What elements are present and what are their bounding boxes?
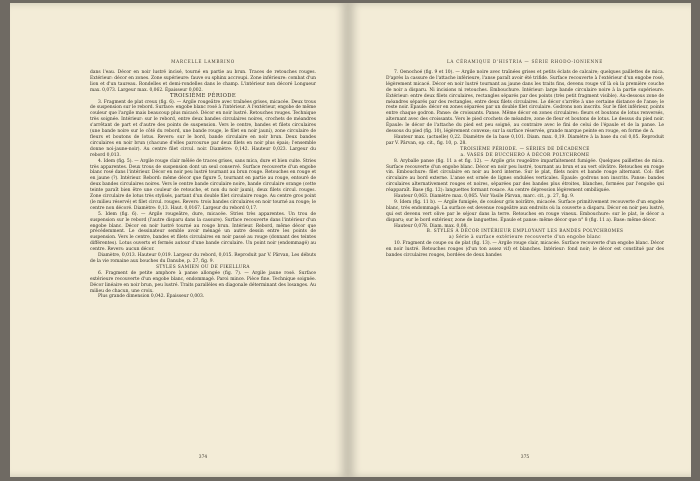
running-head-left: MARCELLE LAMBRINO bbox=[171, 59, 235, 64]
running-head-right: LA CÉRAMIQUE D'HISTRIA — SÉRIE RHODO-IONIENNE bbox=[446, 59, 604, 64]
section-heading: TROISIÈME PÉRIODE bbox=[169, 92, 237, 99]
page-number-left: 374 bbox=[198, 455, 208, 460]
paragraph: Diamètre, 0,013. Hauteur 0,019. Largeur du rebord, 0,015. Reproduit par V. Pârvan, Les débuts de la vie romaine aux bouches du Danube, p. 27, fig. 9. bbox=[90, 253, 316, 264]
right-page-body bbox=[386, 70, 664, 259]
paragraph: 7. Oenochoé (fig. 9 et 10). — Argile noire avec traînées grises et petits éclats de calcaire; quelques paillettes de mica. D'après la cassure de l'attache inférieure, l'anse paraît avoir été trifide. Surface recouverte à l'extérieur d'un engobe rosé, légèrement micacé. Décor en noir lustré tournant au jaune dans les traits fins, devenu rouge vif là où la première couche de noir a disparu. Ni incisions ni retouches. Embouchure. Intérieur: large bande circulaire noire à la partie supérieure. Extérieur: entre deux filets circulaires, rectangles séparés par des points (très petit fragment visible). Au-dessous zone de méandres séparés par des rectangles, entre deux filets circulaires. Le décor s'arrête à une certaine distance de l'anse; le reste noir. Épaule: décor en zones séparées par un double filet circulaire. Godrons non inscrits. Sur le filet inférieur, points entre chaque godron. Panse: de croissants. Panse. Même décor en zones circulaires: fleurs et boutons de lotus renversés, alternant avec des croissants. Vers le pied crochets de méandre, zone de fleur et boutons de lotus. Le dessus du pied noir. Épaule: le décor de l'attache du pied est peu soigné, au contraire avec le fini de celui de l'épaule et de la panse. Le dessous du pied (fig. 10), légèrement convexe; sur la surface réservée, grande marque peinte en rouge, en forme de Δ. bbox=[386, 70, 664, 135]
subsection-heading: a. VASES DE BUCCHERO À DÉCOR POLYCHROME bbox=[460, 152, 590, 158]
left-page-body bbox=[90, 70, 316, 300]
paragraph: 3. Fragment de plat creux (fig. 6). — Argile rougeâtre avec traînées grises, micacée. Deux trous de suspension sur le rebord. Surface: engobe blanc rosé à l'intérieur. A l'extérieur, engobe de même couleur que l'argile mais beaucoup plus micacé. Décor en noir lustré. Retouches rouges. Technique très soignée. Intérieur: sur le rebord, entre deux bandes circulaires noires, crochets de méandres s'arrêtant de part et d'autre des points de suspension. Vers le centre, bandes et filets circulaires (une bande noire sur le côté du rebord, une bande rouge, le filet en noir jauni), zone circulaire de fleurs et boutons de lotus. Revers: sur le bord, bande circulaire en noir brun. Deux bandes circulaires en noir brun (chacune d'elles parcourue par deux filets en noir plus épais; l'ensemble donne noi-jaune-noir). Au centre filet circul. noir. Diamètre: 0,142. Hauteur 0,023. Largeur du rebord 0,013. bbox=[90, 99, 316, 158]
section-heading: STYLES SAMIEN OU DE FIKELLURA bbox=[156, 264, 250, 270]
left-text-column bbox=[90, 3, 316, 477]
paragraph: 9. Idem (fig. 11 b). — Argile fumigée, de couleur gris noirâtre, micacée. Surface primitivement recouverte d'un engobe blanc, très endommagé. La surface est devenue rougeâtre aux endroits où la couverte a disparu. Décor en noir peu lustré, qui est devenu vert olive par le séjour dans la terre. Retouches en rouge vineux. Embouchure: sur le plat, le décor a disparu; sur le bord extérieur, zone de languettes. Épaule et panse: même décor que n° 8 (fig. 11 a). Base: même décor. bbox=[386, 199, 664, 223]
section-heading: TROISIÈME PÉRIODE. — SÉRIES DE DÉCADENCE bbox=[460, 146, 590, 152]
left-page bbox=[10, 3, 348, 477]
subsection-heading: a) Série à surface extérieure recouverte d'un engobe blanc bbox=[448, 235, 601, 241]
paragraph: 4. Idem (fig. 5). — Argile rouge clair mêlée de traces grises, sans mica, dure et bien cuite. Stries très apparentes. Deux trous de suspension dont un seul conservé. Surface recouverte d'un engobe blanc rosé dans l'intérieur. Décor en noir peu lustré tournant au brun rouge. Retouches en rouge et en jaune (?). Intérieur. Rebord: même décor que figure 5, tournant en partie au rouge, entouré de deux bandes circulaires noires. Vers le centre bande circulaire noire, bande circulaire orange (cette teinte paraît bien être une couleur de retouche, et non du noir jauni), deux filets circul. rouges. Zone circulaire de lotus très stylisés, partant d'un double filet circulaire rouge. Au centre gros point (le milieu réservé) et filet circul. rouges. Revers: trois bandes circulaires en noir tourné au rouge; le centre non décoré. Diamètre: 0,13. Haut. 0,0167. Largeur du rebord 0,17. bbox=[90, 158, 316, 211]
paragraph: Plus grande dimension 0,042. Épaisseur 0,003. bbox=[98, 294, 205, 300]
right-text-column bbox=[386, 3, 664, 477]
paragraph: Hauteur max. (actuelle) 0,22. Diamètre de la base 0,101. Diam. max. 0,19. Diamètre à la base du col 0,05. Reproduit par V. Pârvan, op. cit., fig. 10, p. 28. bbox=[386, 134, 664, 146]
paragraph: 10. Fragment de coupe ou de plat (fig. 13). — Argile rouge clair, micacée. Surface recouverte d'un engobe blanc. Décor en noir lustré. Retouches rouges (d'un ton assez vif) et blanches. Intérieur: fond noir; le décor est constitué par des bandes circulaires rouges, bordées de deux bandes bbox=[386, 241, 664, 259]
paragraph: 5. Idem (fig. 6). — Argile rougeâtre, dure, micacée. Stries très apparentes. Un trou de suspension sur le rebord (l'autre disparu dans la cassure). Surface recouverte dans l'intérieur d'un engobe blanc. Décor en noir lustré tourné au rouge brun. Intérieur. Rebord, même décor que précédemment. Le dessinateur semble avoir ménagé un autre dessin entre les points de suspension. Vers le centre, bandes et filets circulaires en noir passé au rouge (donnant des teintes différentes). Lotus ouverts et fermés autour d'une bande circulaire. Un point noir (endommagé) au centre. Revers: aucun décor. bbox=[90, 211, 316, 253]
paragraph: Hauteur 0,063. Diamètre max. 0,065. Voir Vasile Pârvan, marc. cit., p. 27, fig. 9. bbox=[394, 194, 575, 200]
paragraph: 8. Aryballe panse (fig. 11 a et fig. 12). — Argile gris rougeâtre imparfaitement fumigée. Quelques paillettes de mica. Surface recouverte d'un engobe blanc. Décor en noir peu lustré, tournant au brun et au vert olivâtre. Retouches en rouge vin. Embouchure: filet circulaire en noir au bord interne. Sur le plat, filets noirs et bande rouge alternant. Col: filet circulaire au bord externe. L'anse est ornée de lignes ondulées verticales. Épaule: godrons non inscrits. Panse: bandes circulaires alternativement rouges et noires, séparées par des bandes plus étroites, blanches, formées par l'engobe qui réapparaît. Base (fig. 12): languettes formant rosace. Au centre dépression légèrement ombiliquée. bbox=[386, 158, 664, 194]
paragraph: Hauteur 0,078. Diam. max. 0,08. bbox=[394, 223, 468, 229]
paragraph: dans l'eau. Décor en noir lustré incisé, tourné en partie au brun. Traces de retouches rouges. Extérieur: décor en zones. Zone supérieure: fauve ou sphinx accroupi. Zone inférieure: combat d'un lion et d'un taureau. Rondelles et demi-rondelles dans le champ. L'intérieur non décoré Longueur max. 0,073. Largeur max. 0,062. Épaisseur 0,002. bbox=[90, 70, 316, 93]
paragraph: 6. Fragment de petite amphore à panse allongée (fig. 7). — Argile jaune rosé. Surface extérieure recouverte d'un engobe blanc, endommagé. Paroi mince. Pièce fine. Technique soignée. Décor linéaire en noir brun, peu lustré. Traits parallèles en diagonale déterminant des losanges. Au milieu de chacun, une croix. bbox=[90, 270, 316, 294]
section-heading: B. STYLES À DÉCOR INTÉRIEUR EMPLOYANT LES BANDES POLYCHROMES bbox=[426, 229, 624, 235]
right-page bbox=[348, 3, 691, 477]
page-number-right: 375 bbox=[520, 455, 530, 460]
